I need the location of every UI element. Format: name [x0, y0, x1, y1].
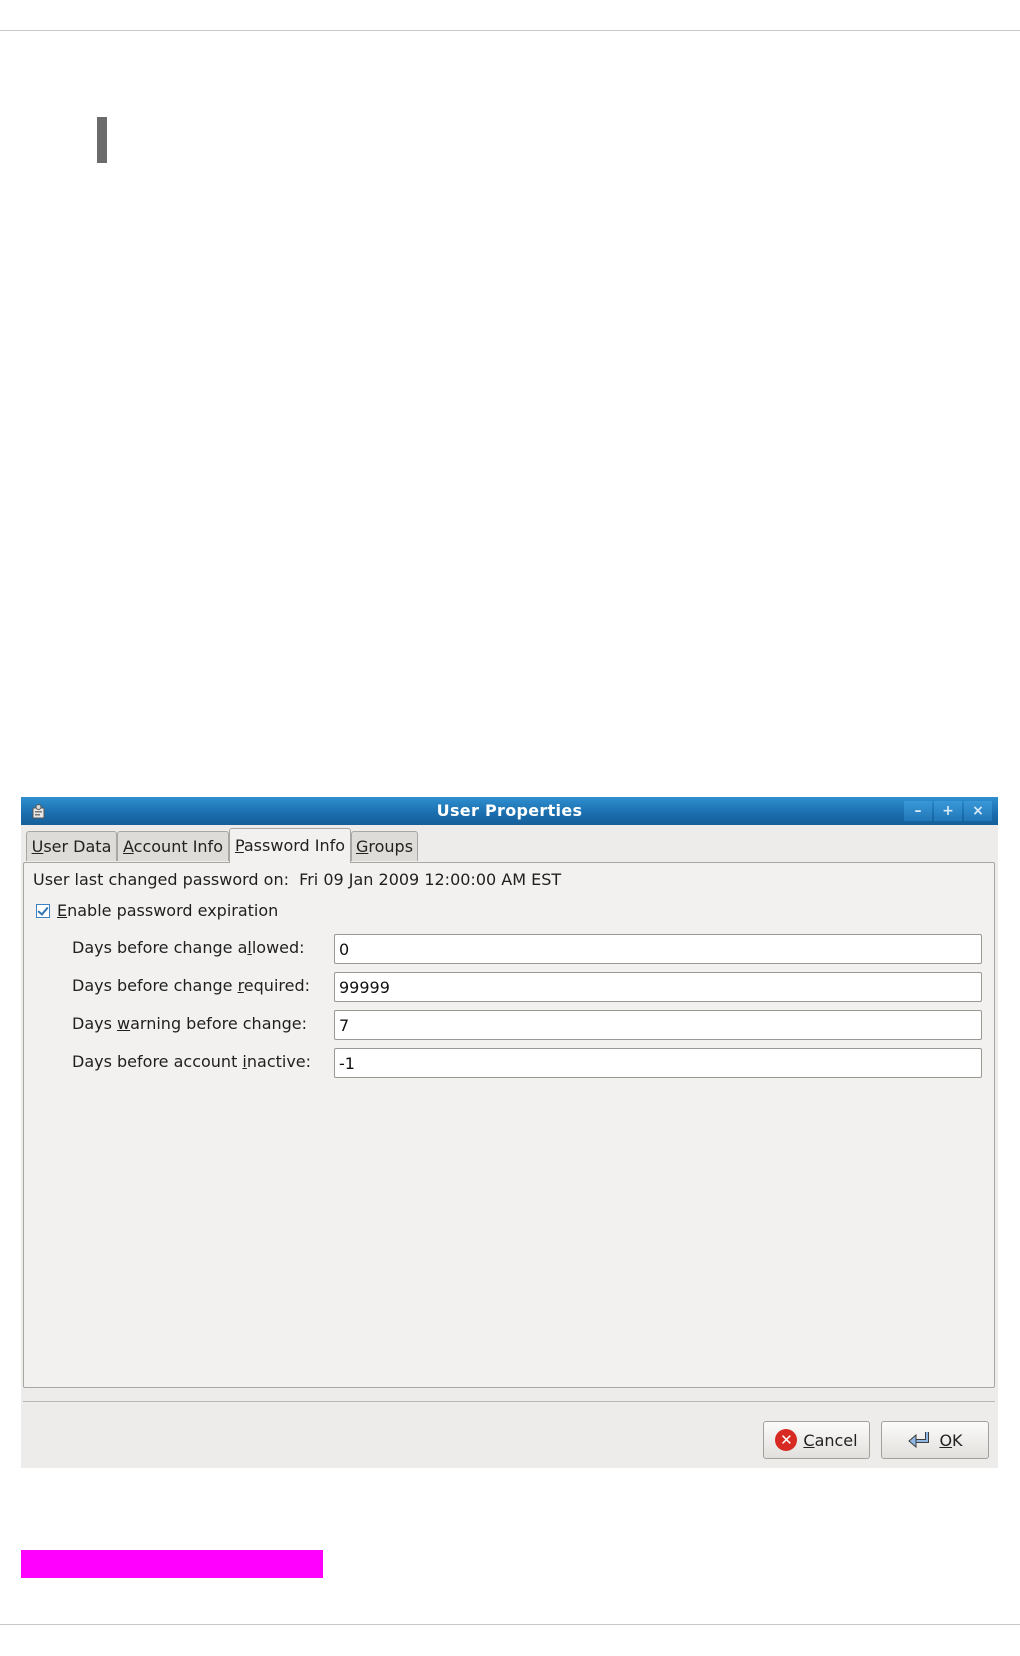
enable-expiration-label: Enable password expiration: [57, 901, 279, 920]
page-top-rule: [0, 30, 1020, 31]
change-allowed-label: Days before change allowed:: [72, 938, 305, 957]
password-info-panel: [23, 862, 995, 1388]
window-controls: [904, 801, 992, 821]
cancel-button[interactable]: [763, 1421, 870, 1459]
ok-label: OK: [939, 1430, 963, 1450]
warning-input[interactable]: [334, 1010, 982, 1040]
tab-password-info[interactable]: Password Info: [229, 828, 351, 863]
field-row-inactive: [72, 1048, 988, 1078]
tab-user-data[interactable]: User Data: [26, 831, 117, 861]
user-properties-dialog: [21, 797, 998, 1468]
page-bottom-rule: [0, 1624, 1020, 1625]
inactive-input[interactable]: [334, 1048, 982, 1078]
tab-account-info[interactable]: Account Info: [117, 831, 229, 861]
change-required-label: Days before change required:: [72, 976, 310, 995]
change-required-input[interactable]: [334, 972, 982, 1002]
field-row-change-required: [72, 972, 988, 1002]
field-row-warning: [72, 1010, 988, 1040]
margin-marker: [97, 117, 107, 163]
cancel-label: Cancel: [803, 1430, 858, 1450]
cancel-icon: ✕: [775, 1429, 797, 1451]
warning-label: Days warning before change:: [72, 1014, 308, 1033]
inactive-label: Days before account inactive:: [72, 1052, 312, 1071]
close-icon[interactable]: ×: [964, 801, 992, 821]
tab-groups[interactable]: Groups: [351, 831, 418, 861]
window-title: User Properties: [436, 801, 583, 820]
change-allowed-input[interactable]: [334, 934, 982, 964]
highlight-bar: [21, 1550, 323, 1578]
button-separator: [23, 1401, 995, 1402]
enable-expiration-checkbox[interactable]: [36, 901, 278, 920]
titlebar[interactable]: [21, 797, 998, 825]
field-row-change-allowed: [72, 934, 988, 964]
ok-button[interactable]: [881, 1421, 989, 1459]
enter-arrow-icon: [907, 1430, 933, 1450]
checkbox-checked-icon[interactable]: [36, 904, 50, 918]
last-changed-text: User last changed password on: Fri 09 Jan 2009 12:00:00 AM EST: [33, 870, 562, 889]
minimize-icon[interactable]: –: [904, 801, 932, 821]
maximize-icon[interactable]: +: [934, 801, 962, 821]
